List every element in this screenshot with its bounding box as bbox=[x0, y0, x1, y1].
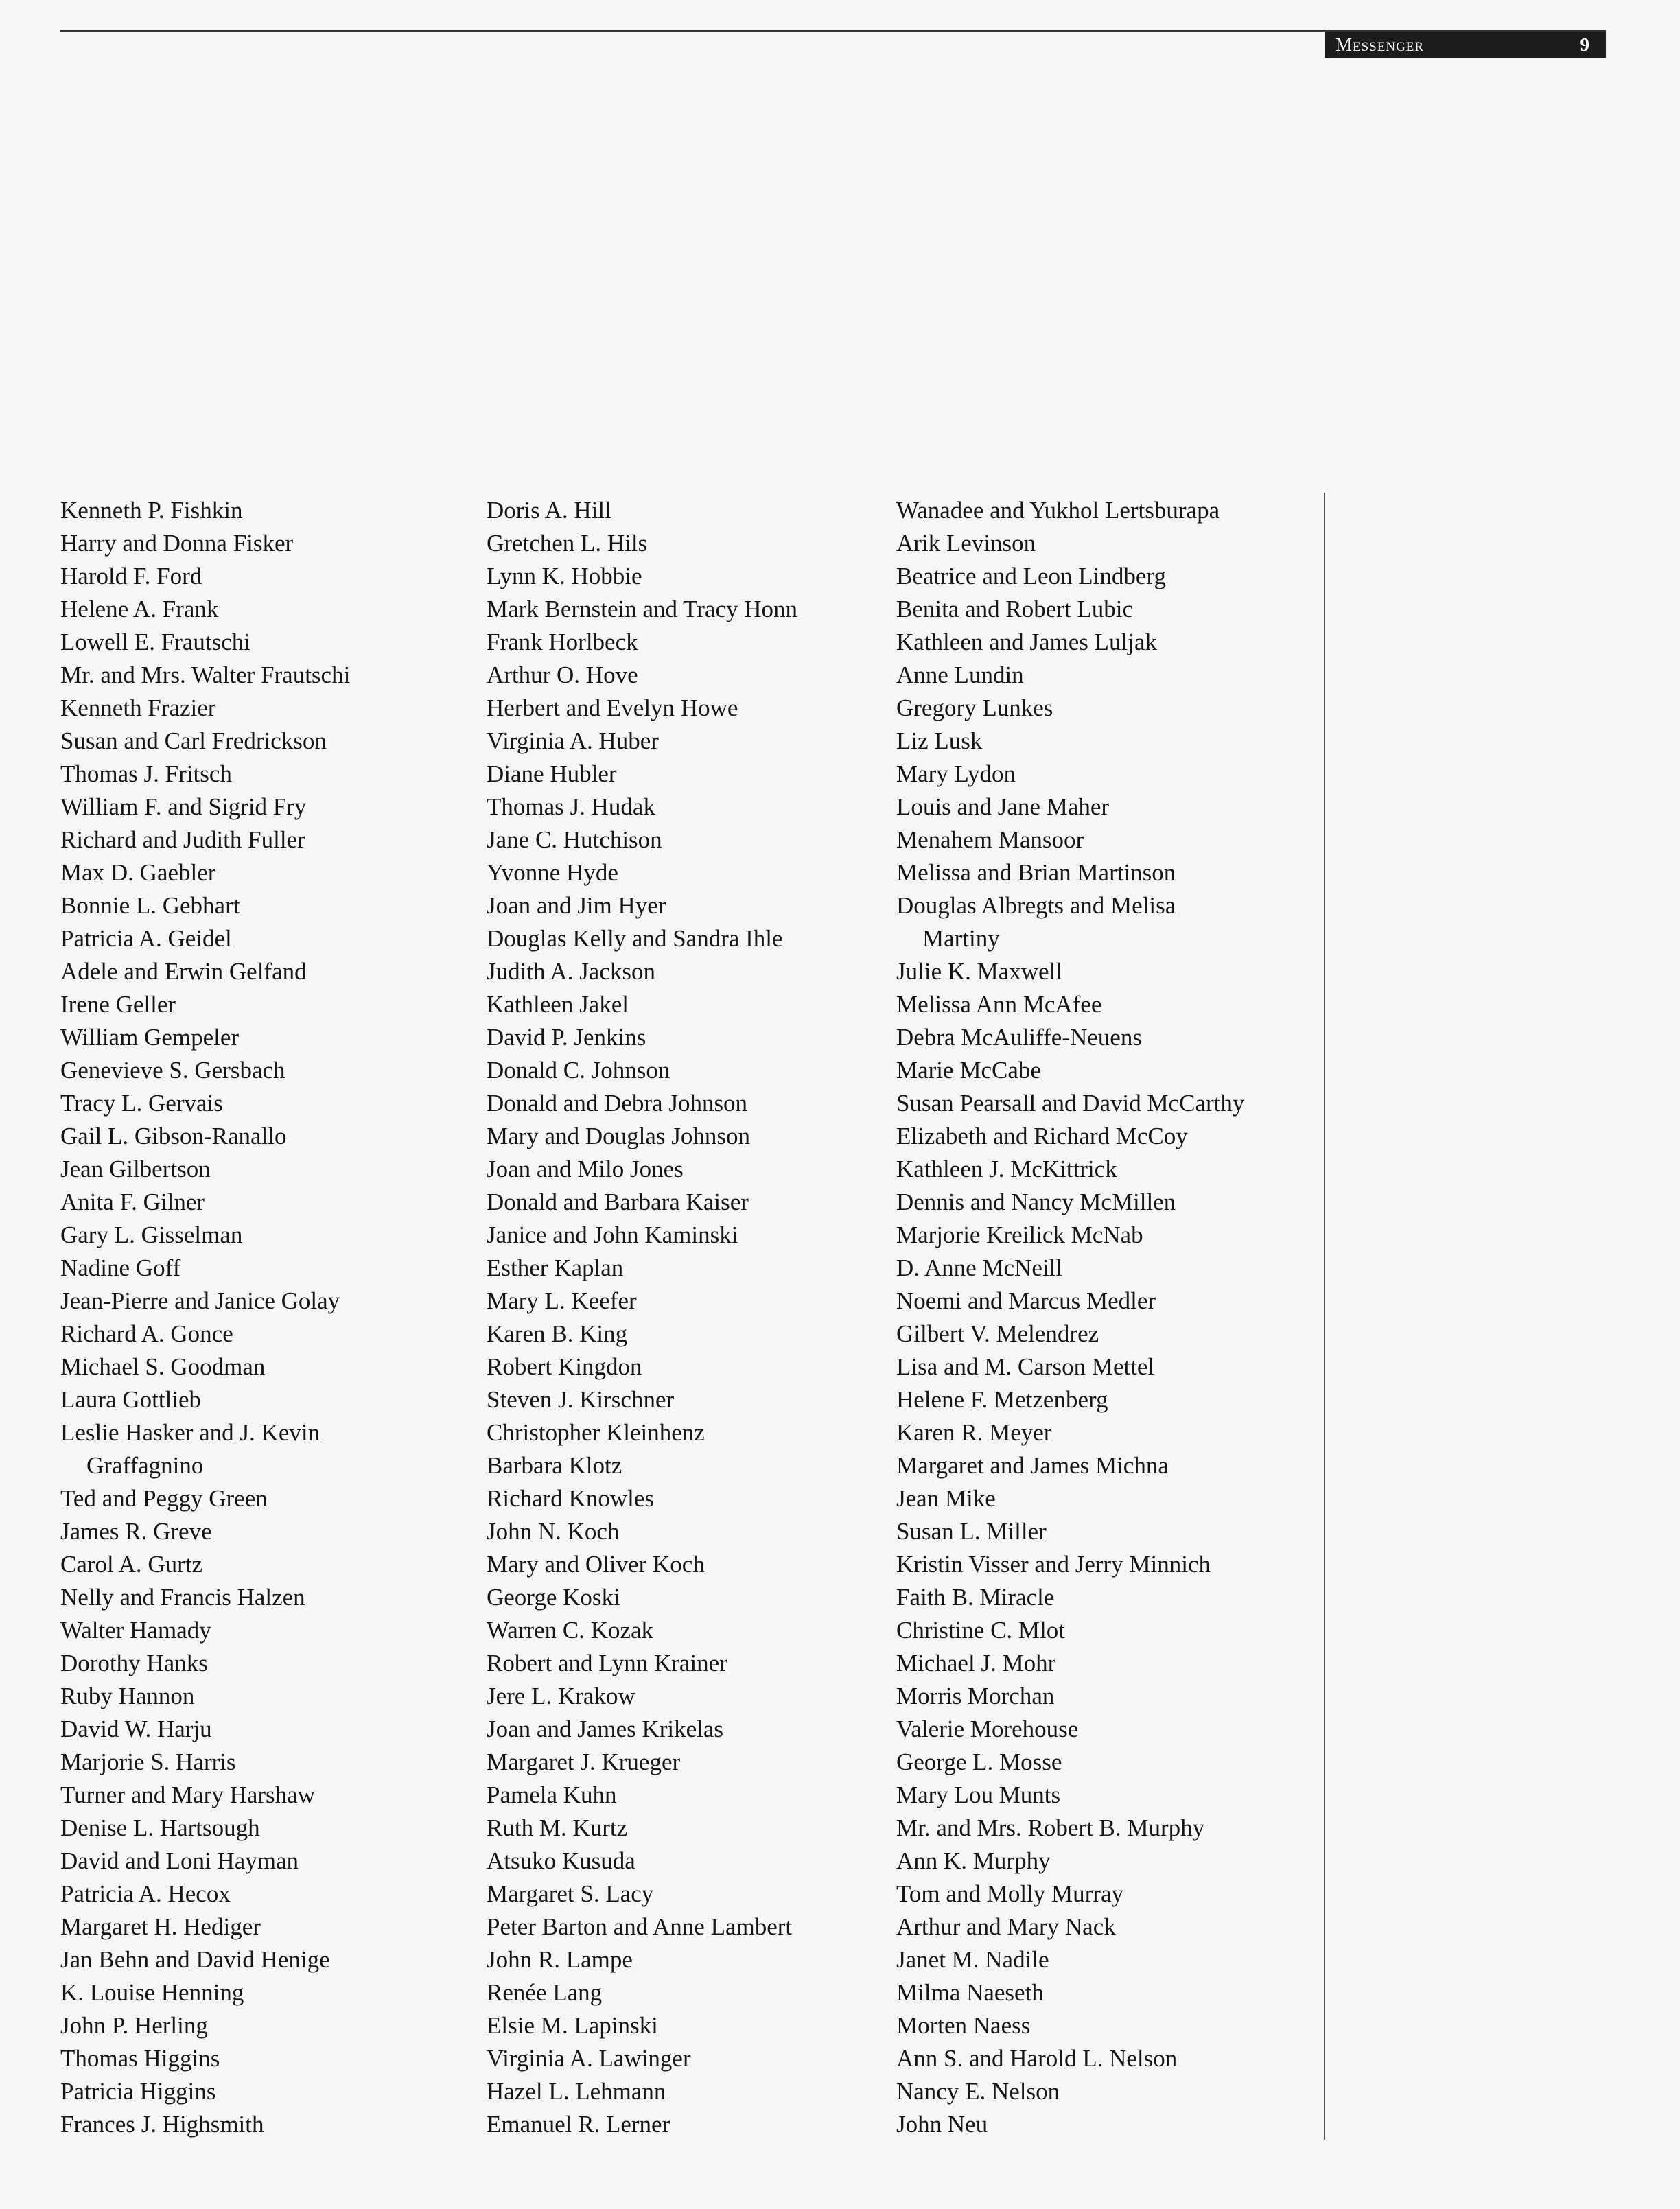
donor-name: Jere L. Krakow bbox=[487, 1683, 635, 1709]
donor-name: Joan and Jim Hyer bbox=[487, 892, 666, 919]
donor-name: William Gempeler bbox=[60, 1024, 240, 1051]
publication-title: Messenger bbox=[1335, 34, 1425, 55]
donor-name: Renée Lang bbox=[487, 1979, 603, 2006]
donor-name: Kristin Visser and Jerry Minnich bbox=[896, 1551, 1211, 1578]
donor-name: Emanuel R. Lerner bbox=[487, 2111, 670, 2138]
donor-name: Gilbert V. Melendrez bbox=[896, 1320, 1099, 1347]
donor-name: Marjorie S. Harris bbox=[60, 1749, 236, 1775]
donor-name: Kathleen Jakel bbox=[487, 991, 629, 1018]
donor-name: Karen B. King bbox=[487, 1320, 628, 1347]
donor-name: Bonnie L. Gebhart bbox=[60, 892, 240, 919]
donor-name: Genevieve S. Gersbach bbox=[60, 1057, 285, 1084]
donor-name: Gretchen L. Hils bbox=[487, 530, 648, 557]
donor-name: Thomas J. Fritsch bbox=[60, 760, 232, 787]
donor-name: Frank Horlbeck bbox=[487, 629, 638, 655]
donor-name: Melissa and Brian Martinson bbox=[896, 859, 1176, 886]
donor-name: Susan L. Miller bbox=[896, 1518, 1047, 1545]
donor-name: Robert Kingdon bbox=[487, 1353, 642, 1380]
donor-name: Jean-Pierre and Janice Golay bbox=[60, 1287, 340, 1314]
donor-name: Ted and Peggy Green bbox=[60, 1485, 268, 1512]
donor-name: Ann K. Murphy bbox=[896, 1847, 1051, 1874]
donor-name: Elsie M. Lapinski bbox=[487, 2012, 658, 2039]
donor-name: Patricia A. Geidel bbox=[60, 925, 232, 952]
donor-name: Harold F. Ford bbox=[60, 563, 202, 589]
column-divider bbox=[1324, 493, 1325, 2140]
donor-name: Barbara Klotz bbox=[487, 1452, 622, 1479]
donor-name: Richard A. Gonce bbox=[60, 1320, 233, 1347]
donor-name: Arthur and Mary Nack bbox=[896, 1913, 1116, 1940]
donor-name: Noemi and Marcus Medler bbox=[896, 1287, 1156, 1314]
donor-name: James R. Greve bbox=[60, 1518, 212, 1545]
donor-name: Doris A. Hill bbox=[487, 497, 611, 524]
donor-name: Liz Lusk bbox=[896, 727, 983, 754]
donor-name: Carol A. Gurtz bbox=[60, 1551, 203, 1578]
donor-list bbox=[487, 494, 885, 2141]
donor-name: Elizabeth and Richard McCoy bbox=[896, 1123, 1188, 1149]
donor-name: Donald C. Johnson bbox=[487, 1057, 670, 1084]
donor-name: David and Loni Hayman bbox=[60, 1847, 299, 1874]
donor-name: Milma Naeseth bbox=[896, 1979, 1044, 2006]
donor-list bbox=[60, 494, 472, 2141]
donor-name: Virginia A. Lawinger bbox=[487, 2045, 691, 2072]
donor-name: Harry and Donna Fisker bbox=[60, 530, 294, 557]
page-number: 9 bbox=[1580, 34, 1589, 55]
donor-name: Lynn K. Hobbie bbox=[487, 563, 642, 589]
donor-name: Morten Naess bbox=[896, 2012, 1031, 2039]
donor-name: Kathleen and James Luljak bbox=[896, 629, 1158, 655]
donor-name: Kathleen J. McKittrick bbox=[896, 1156, 1117, 1182]
donor-name: Christine C. Mlot bbox=[896, 1617, 1065, 1644]
donor-name: Ruth M. Kurtz bbox=[487, 1814, 628, 1841]
donor-name: Leslie Hasker and J. Kevin bbox=[60, 1419, 320, 1446]
donor-name: Mark Bernstein and Tracy Honn bbox=[487, 596, 798, 622]
donor-name: Peter Barton and Anne Lambert bbox=[487, 1913, 793, 1940]
donor-name: Margaret and James Michna bbox=[896, 1452, 1169, 1479]
donor-name: Richard Knowles bbox=[487, 1485, 654, 1512]
donor-name: Julie K. Maxwell bbox=[896, 958, 1063, 985]
donor-name: Esther Kaplan bbox=[487, 1254, 624, 1281]
donor-name: K. Louise Henning bbox=[60, 1979, 244, 2006]
donor-name: Richard and Judith Fuller bbox=[60, 826, 305, 853]
donor-name: Nelly and Francis Halzen bbox=[60, 1584, 305, 1611]
donor-name: Mr. and Mrs. Walter Frautschi bbox=[60, 662, 351, 688]
donor-name: David P. Jenkins bbox=[487, 1024, 646, 1051]
donor-name: Benita and Robert Lubic bbox=[896, 596, 1134, 622]
donor-name: Lisa and M. Carson Mettel bbox=[896, 1353, 1155, 1380]
donor-name: John Neu bbox=[896, 2111, 988, 2138]
donor-name: Michael S. Goodman bbox=[60, 1353, 266, 1380]
donor-name: Laura Gottlieb bbox=[60, 1386, 202, 1413]
donor-column-1 bbox=[60, 494, 472, 2141]
donor-name: Dennis and Nancy McMillen bbox=[896, 1189, 1176, 1215]
donor-name: Donald and Barbara Kaiser bbox=[487, 1189, 749, 1215]
donor-name: Mr. and Mrs. Robert B. Murphy bbox=[896, 1814, 1205, 1841]
donor-name: Irene Geller bbox=[60, 991, 176, 1018]
donor-name: Helene A. Frank bbox=[60, 596, 219, 622]
donor-name: Marie McCabe bbox=[896, 1057, 1041, 1084]
donor-name: Turner and Mary Harshaw bbox=[60, 1781, 315, 1808]
donor-name: Anne Lundin bbox=[896, 662, 1024, 688]
donor-name: Thomas Higgins bbox=[60, 2045, 220, 2072]
donor-name: Arthur O. Hove bbox=[487, 662, 638, 688]
donor-name: Susan and Carl Fredrickson bbox=[60, 727, 327, 754]
donor-name: Anita F. Gilner bbox=[60, 1189, 205, 1215]
donor-name: Donald and Debra Johnson bbox=[487, 1090, 748, 1117]
donor-name: Judith A. Jackson bbox=[487, 958, 655, 985]
donor-name: Arik Levinson bbox=[896, 530, 1036, 557]
donor-name: Nadine Goff bbox=[60, 1254, 181, 1281]
donor-name: Diane Hubler bbox=[487, 760, 617, 787]
donor-name: Melissa Ann McAfee bbox=[896, 991, 1102, 1018]
donor-name: Yvonne Hyde bbox=[487, 859, 618, 886]
donor-name: Tom and Molly Murray bbox=[896, 1880, 1123, 1907]
donor-name: Gregory Lunkes bbox=[896, 694, 1053, 721]
donor-name: Patricia Higgins bbox=[60, 2078, 216, 2105]
donor-name: Jan Behn and David Henige bbox=[60, 1946, 330, 1973]
donor-name: Valerie Morehouse bbox=[896, 1716, 1079, 1742]
donor-name: Gary L. Gisselman bbox=[60, 1222, 243, 1248]
donor-name: D. Anne McNeill bbox=[896, 1254, 1063, 1281]
donor-name: Frances J. Highsmith bbox=[60, 2111, 264, 2138]
donor-name: David W. Harju bbox=[60, 1716, 212, 1742]
donor-name: Margaret J. Krueger bbox=[487, 1749, 681, 1775]
donor-name: Morris Morchan bbox=[896, 1683, 1055, 1709]
donor-name: Kenneth P. Fishkin bbox=[60, 497, 243, 524]
donor-name: Janet M. Nadile bbox=[896, 1946, 1049, 1973]
donor-name: Mary and Douglas Johnson bbox=[487, 1123, 750, 1149]
donor-name: Kenneth Frazier bbox=[60, 694, 216, 721]
donor-name: Menahem Mansoor bbox=[896, 826, 1084, 853]
donor-name: George L. Mosse bbox=[896, 1749, 1062, 1775]
donor-name: Warren C. Kozak bbox=[487, 1617, 654, 1644]
donor-name: Patricia A. Hecox bbox=[60, 1880, 231, 1907]
donor-list bbox=[896, 494, 1308, 2141]
donor-name: Jane C. Hutchison bbox=[487, 826, 662, 853]
donor-name: John P. Herling bbox=[60, 2012, 208, 2039]
donor-name: Debra McAuliffe-Neuens bbox=[896, 1024, 1142, 1051]
donor-name: Douglas Albregts and Melisa bbox=[896, 892, 1176, 919]
donor-name: Herbert and Evelyn Howe bbox=[487, 694, 738, 721]
donor-name: Douglas Kelly and Sandra Ihle bbox=[487, 925, 783, 952]
donor-name: Joan and James Krikelas bbox=[487, 1716, 724, 1742]
donor-name: John N. Koch bbox=[487, 1518, 620, 1545]
donor-name: Margaret H. Hediger bbox=[60, 1913, 261, 1940]
donor-name: Adele and Erwin Gelfand bbox=[60, 958, 307, 985]
donor-name: Walter Hamady bbox=[60, 1617, 211, 1644]
running-header bbox=[1325, 32, 1606, 58]
donor-name: Hazel L. Lehmann bbox=[487, 2078, 666, 2105]
donor-name: Denise L. Hartsough bbox=[60, 1814, 260, 1841]
donor-name: Mary L. Keefer bbox=[487, 1287, 637, 1314]
donor-name: Ruby Hannon bbox=[60, 1683, 195, 1709]
donor-name: Dorothy Hanks bbox=[60, 1650, 208, 1676]
donor-name: John R. Lampe bbox=[487, 1946, 633, 1973]
donor-name: Margaret S. Lacy bbox=[487, 1880, 654, 1907]
donor-name: Marjorie Kreilick McNab bbox=[896, 1222, 1143, 1248]
donor-name: Jean Mike bbox=[896, 1485, 996, 1512]
donor-name: Virginia A. Huber bbox=[487, 727, 659, 754]
donor-name: Karen R. Meyer bbox=[896, 1419, 1052, 1446]
donor-name: Helene F. Metzenberg bbox=[896, 1386, 1108, 1413]
donor-name: William F. and Sigrid Fry bbox=[60, 793, 307, 820]
donor-name: Michael J. Mohr bbox=[896, 1650, 1056, 1676]
donor-name: Mary Lou Munts bbox=[896, 1781, 1061, 1808]
donor-name: Mary Lydon bbox=[896, 760, 1016, 787]
donor-name: Pamela Kuhn bbox=[487, 1781, 617, 1808]
donor-name: George Koski bbox=[487, 1584, 620, 1611]
donor-name: Wanadee and Yukhol Lertsburapa bbox=[896, 497, 1220, 524]
donor-name: Nancy E. Nelson bbox=[896, 2078, 1060, 2105]
donor-name: Mary and Oliver Koch bbox=[487, 1551, 705, 1578]
donor-name: Susan Pearsall and David McCarthy bbox=[896, 1090, 1245, 1117]
donor-name: Atsuko Kusuda bbox=[487, 1847, 635, 1874]
donor-name: Ann S. and Harold L. Nelson bbox=[896, 2045, 1178, 2072]
donor-name: Thomas J. Hudak bbox=[487, 793, 655, 820]
donor-name: Lowell E. Frautschi bbox=[60, 629, 251, 655]
donor-column-3 bbox=[896, 494, 1308, 2141]
donor-name-continued: Graffagnino bbox=[86, 1452, 204, 1479]
donor-name: Robert and Lynn Krainer bbox=[487, 1650, 727, 1676]
donor-name: Christopher Kleinhenz bbox=[487, 1419, 705, 1446]
donor-name: Jean Gilbertson bbox=[60, 1156, 211, 1182]
donor-name: Max D. Gaebler bbox=[60, 859, 216, 886]
donor-column-2 bbox=[487, 494, 885, 2141]
donor-name: Beatrice and Leon Lindberg bbox=[896, 563, 1166, 589]
donor-name: Tracy L. Gervais bbox=[60, 1090, 223, 1117]
donor-name: Steven J. Kirschner bbox=[487, 1386, 675, 1413]
donor-name-continued: Martiny bbox=[922, 925, 1000, 952]
donor-name: Janice and John Kaminski bbox=[487, 1222, 738, 1248]
donor-name: Gail L. Gibson-Ranallo bbox=[60, 1123, 287, 1149]
donor-name: Faith B. Miracle bbox=[896, 1584, 1055, 1611]
donor-name: Louis and Jane Maher bbox=[896, 793, 1110, 820]
donor-name: Joan and Milo Jones bbox=[487, 1156, 684, 1182]
